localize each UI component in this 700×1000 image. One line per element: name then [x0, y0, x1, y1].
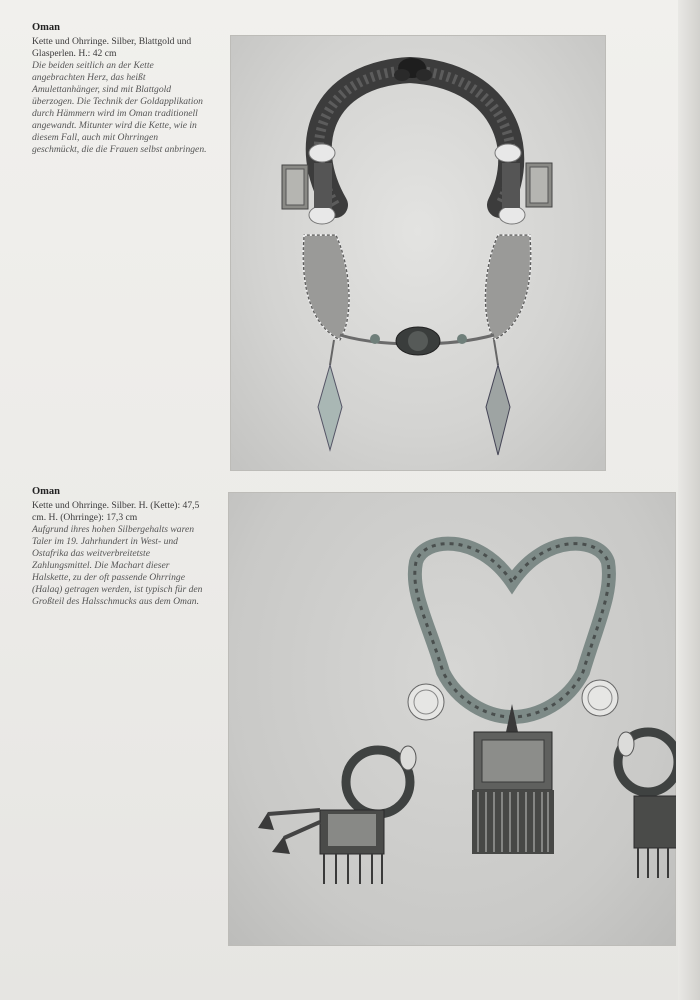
caption-2-title: Oman	[32, 486, 61, 497]
photo-necklace-1	[230, 35, 606, 471]
photo-necklace-2	[228, 492, 676, 946]
caption-1-description: Die beiden seitlich an der Kette angebrachten Herz, das heißt Amulettanhänger, sind mit Blattgold überzogen. Die Technik der Goldapplikation durch Hämmern wird im Oman traditionell angewandt. Mitunter wird die Kette, wie in diesem Fall, auch mit Ohrringen geschmückt, die die Frauen selbst anbringen.	[32, 60, 207, 155]
caption-2	[32, 486, 208, 608]
caption-1-details: Kette und Ohrringe. Silber, Blattgold und Glasperlen. H.: 42 cm	[32, 36, 192, 59]
caption-2-description: Aufgrund ihres hohen Silbergehalts waren Taler im 19. Jahrhundert in West- und Ostafrika das weitverbreitetste Zahlungsmittel. Die Machart dieser Halskette, zu der oft passende Ohrringe (Halaq) getragen werden, ist typisch für den Großteil des Halsschmucks aus dem Oman.	[32, 524, 203, 607]
page-edge	[678, 0, 700, 1000]
caption-2-details: Kette und Ohrringe. Silber. H. (Kette): 47,5 cm. H. (Ohrringe): 17,3 cm	[32, 500, 200, 523]
caption-1-title: Oman	[32, 22, 61, 33]
caption-1	[32, 22, 207, 156]
